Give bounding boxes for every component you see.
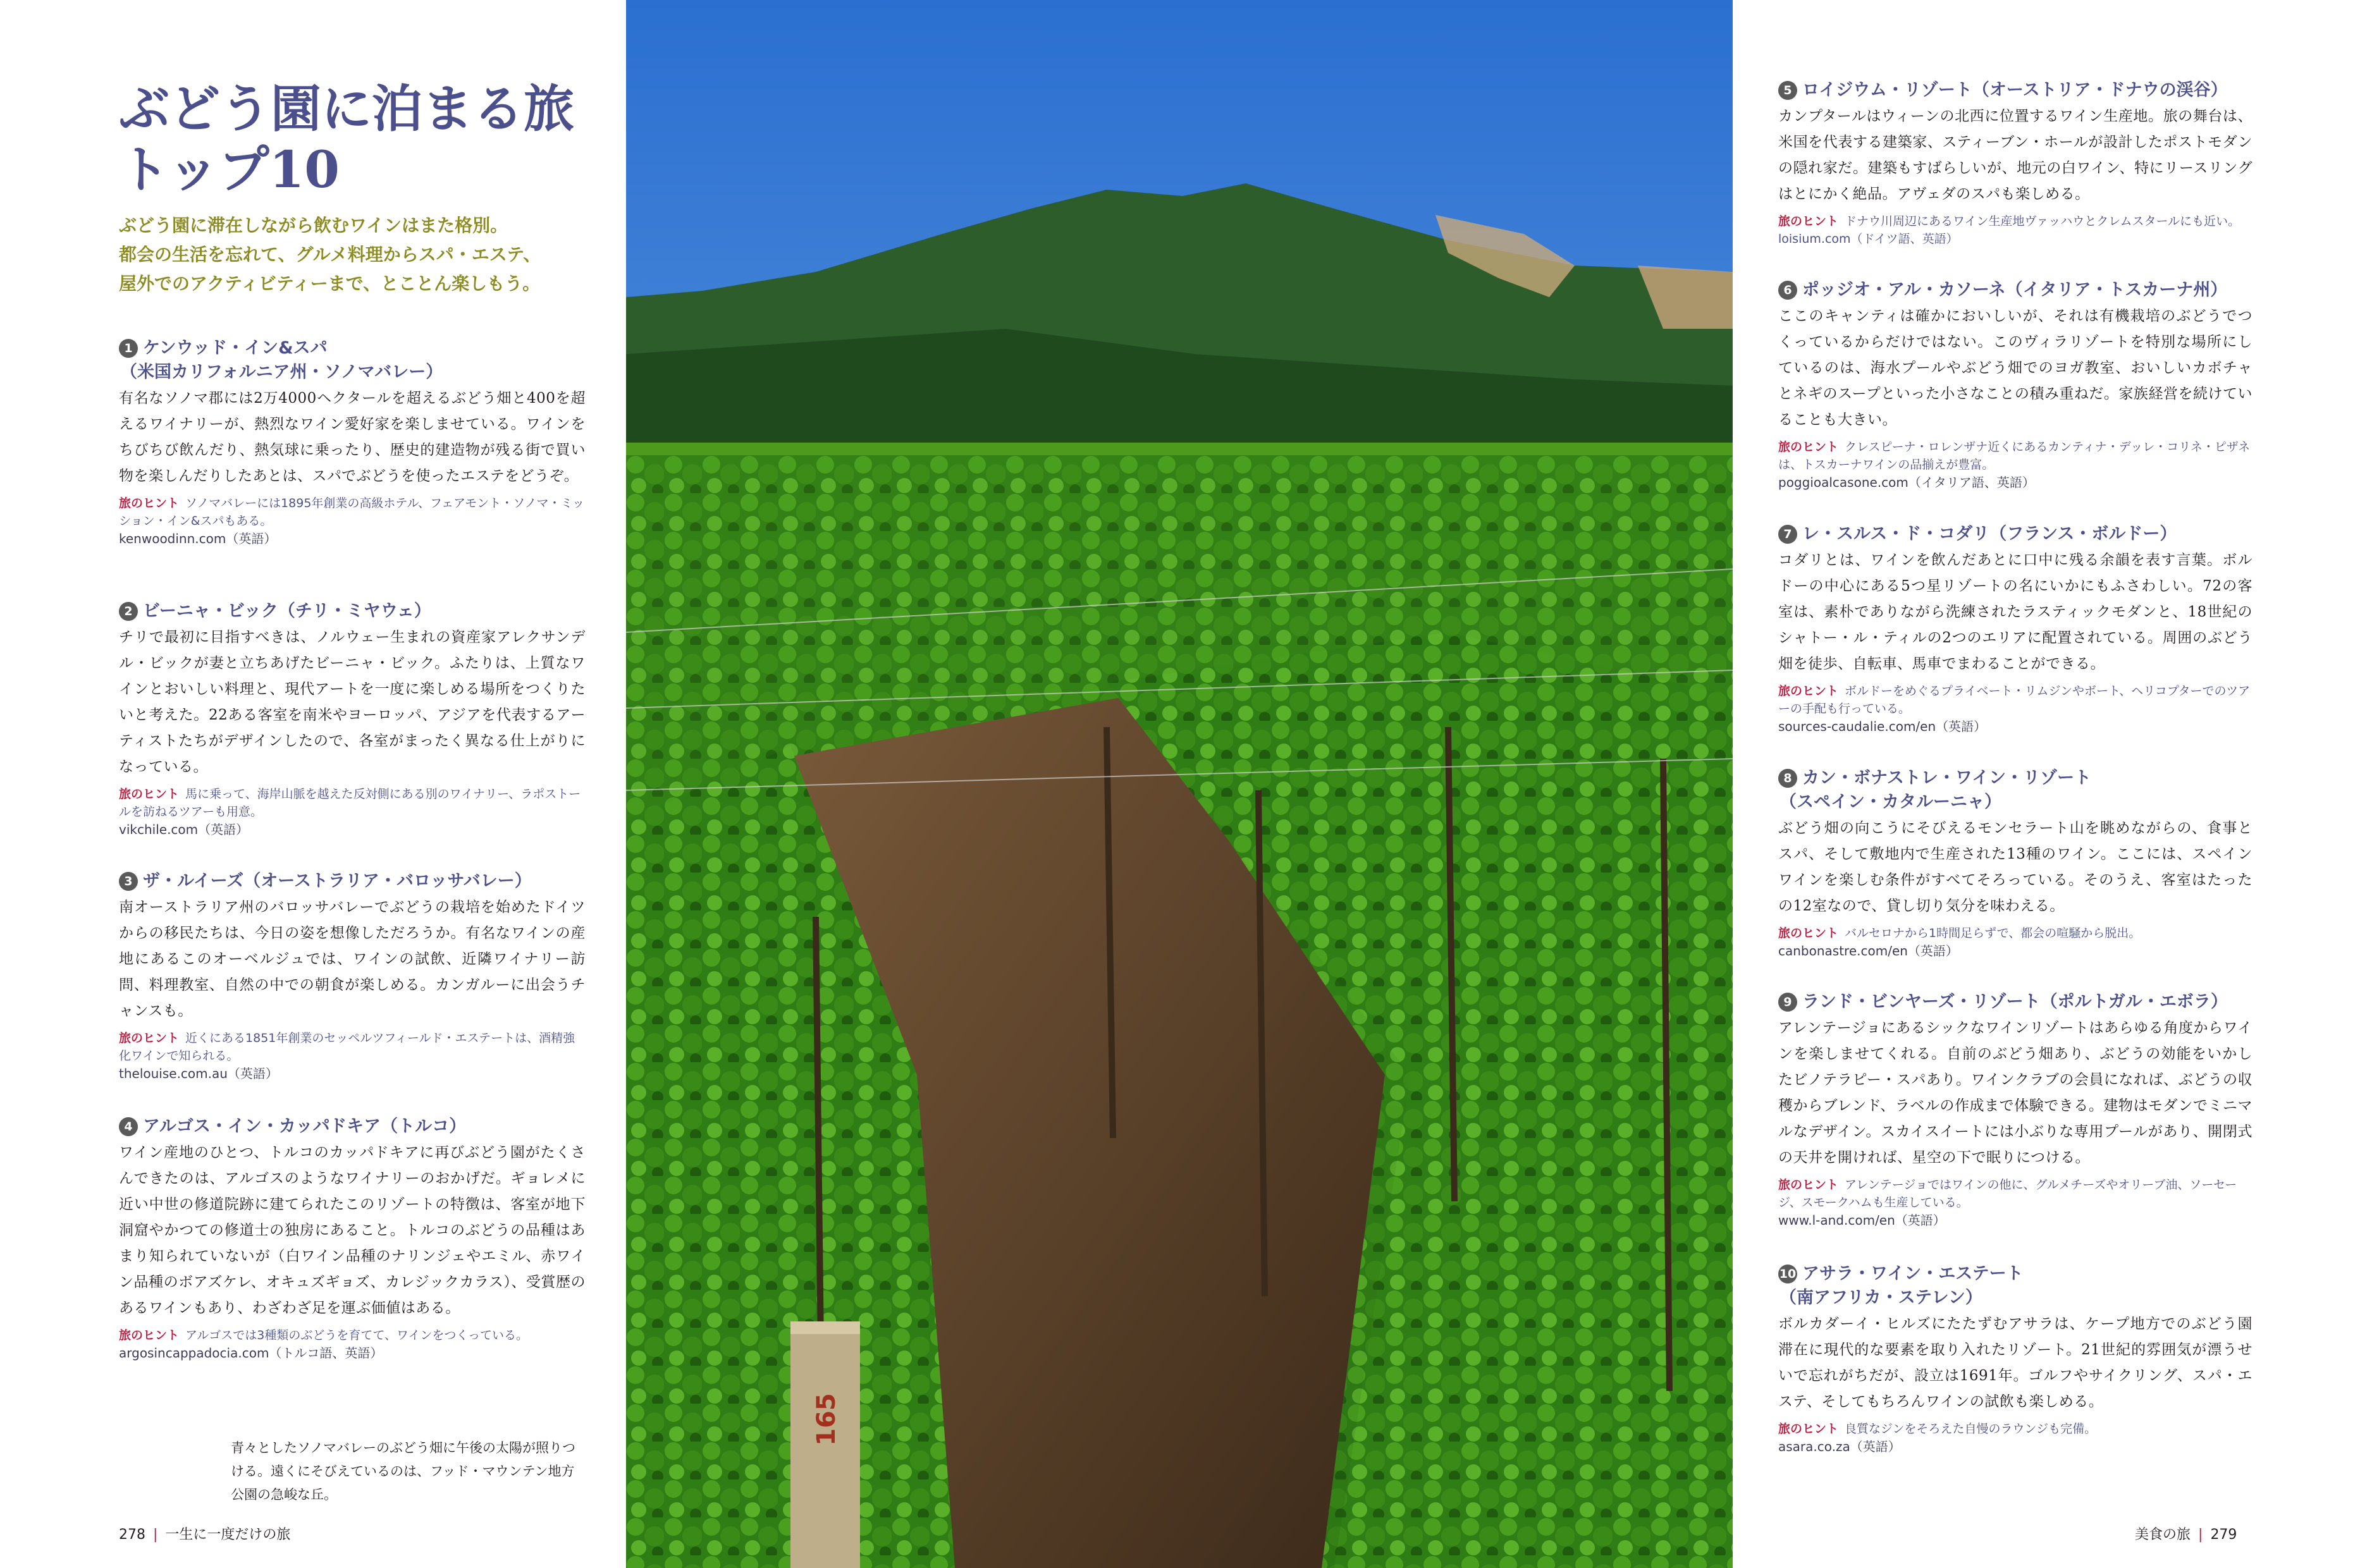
entry-body: ぶどう畑の向こうにそびえるモンセラート山を眺めながらの、食事とスパ、そして敷地内で生産された13種のワイン。ここには、スペインワインを楽しむ条件がすべてそろっている。そのうえ、客室はたったの12室なので、貸し切り気分を味わえる。 xyxy=(1778,820,2252,914)
entry-2 xyxy=(119,599,586,838)
entry-body: ワイン産地のひとつ、トルコのカッパドキアに再びぶどう園がたくさんできたのは、アルゴスのようなワイナリーのおかげだ。ギョレメに近い中世の修道院跡に建てられたこのリゾートの特徴は、客室が地下洞窟やかつての修道士の独房にあること。トルコのぶどうの品種はあまり知られていないが（白ワイン品種のナリンジェやエミル、赤ワイン品種のボアズケレ、オキュズギョズ、カレジックカラス）、受賞歴のあるワインもあり、わざわざ足を運ぶ価値はある。 xyxy=(119,1144,586,1316)
entry-url: www.l-and.com/en（英語） xyxy=(1778,1213,1946,1228)
entry-body: アレンテージョにあるシックなワインリゾートはあらゆる角度からワインを楽しませてくれる。自前のぶどう畑あり、ぶどうの効能をいかしたビノテラピー・スパあり。ワインクラブの会員になれば、ぶどうの収穫からブレンド、ラベルの作成まで体験できる。建物はモダンでミニマルなデザイン。スカイスイートには小ぶりな専用プールがあり、開閉式の天井を開ければ、星空の下で眠りにつける。 xyxy=(1778,1020,2252,1166)
hint-label: 旅のヒント xyxy=(119,787,180,801)
entry-number-badge: 6 xyxy=(1778,281,1797,300)
entry-8 xyxy=(1778,766,2252,960)
hint-text: 良質なジンをそろえた自慢のラウンジも完備。 xyxy=(1845,1422,2097,1436)
entry-url: vikchile.com（英語） xyxy=(119,822,249,837)
title-line-2: トップ10 xyxy=(119,140,340,199)
entry-name: アルゴス・イン・カッパドキア（トルコ） xyxy=(143,1117,467,1136)
entry-heading xyxy=(1778,990,2252,1014)
entry-hint xyxy=(119,785,586,821)
hint-label: 旅のヒント xyxy=(1778,214,1839,228)
entry-url: canbonastre.com/en（英語） xyxy=(1778,943,1958,959)
entry-location: （米国カリフォルニア州・ソノマバレー） xyxy=(120,362,443,382)
entry-number-badge: 1 xyxy=(119,339,138,358)
entry-7 xyxy=(1778,522,2252,735)
vineyard-illustration xyxy=(626,0,1733,1568)
post-number: 165 xyxy=(812,1393,841,1446)
hint-label: 旅のヒント xyxy=(1778,926,1839,940)
entry-hint xyxy=(1778,682,2252,718)
entry-url: thelouise.com.au（英語） xyxy=(119,1066,278,1081)
lead-line-2: 都会の生活を忘れて、グルメ料理からスパ・エステ、 xyxy=(119,244,541,265)
entry-body: 南オーストラリア州のバロッサバレーでぶどうの栽培を始めたドイツからの移民たちは、今日の姿を想像しただろうか。有名なワインの産地にあるこのオーベルジュでは、ワインの試飲、近隣ワイナリー訪問、料理教室、自然の中での朝食が楽しめる。カンガルーに出会うチャンスも。 xyxy=(119,899,586,1019)
hint-label: 旅のヒント xyxy=(1778,1422,1839,1436)
entry-hint xyxy=(119,1029,586,1065)
entry-name: ロイジウム・リゾート（オーストリア・ドナウの渓谷） xyxy=(1802,80,2228,100)
entry-number-badge: 5 xyxy=(1778,81,1797,100)
hint-text: バルセロナから1時間足らずで、都会の喧騒から脱出。 xyxy=(1845,926,2141,940)
entry-heading xyxy=(119,1115,586,1139)
entry-number-badge: 3 xyxy=(119,872,138,891)
entry-name: ケンウッド・イン&スパ xyxy=(143,338,328,358)
hint-label: 旅のヒント xyxy=(1778,1178,1839,1192)
entry-hint xyxy=(1778,438,2252,474)
entry-name: ポッジオ・アル・カソーネ（イタリア・トスカーナ州） xyxy=(1802,280,2228,300)
hint-label: 旅のヒント xyxy=(1778,440,1839,454)
hint-text: 近くにある1851年創業のセッペルツフィールド・エステートは、酒精強化ワインで知られる。 xyxy=(119,1031,575,1063)
page-number: 278 xyxy=(119,1527,145,1543)
hint-text: クレスピーナ・ロレンザナ近くにあるカンティナ・デッレ・コリネ・ピザネは、トスカーナワインの品揃えが豊富。 xyxy=(1778,440,2251,472)
entry-heading xyxy=(119,336,586,384)
entry-hint xyxy=(119,494,586,530)
entry-heading xyxy=(1778,522,2252,546)
entry-name: ビーニャ・ビック（チリ・ミヤウェ） xyxy=(143,601,431,621)
photo-caption: 青々としたソノマバレーのぶどう畑に午後の太陽が照りつける。遠くにそびえているのは、フッド・マウンテン地方公園の急峻な丘。 xyxy=(231,1440,575,1502)
entry-3 xyxy=(119,869,586,1082)
hint-label: 旅のヒント xyxy=(1778,684,1839,698)
entry-number-badge: 10 xyxy=(1778,1265,1797,1283)
entry-name: ザ・ルイーズ（オーストラリア・バロッサバレー） xyxy=(143,871,532,891)
hint-text: ソノマバレーには1895年創業の高級ホテル、フェアモント・ソノマ・ミッション・イン&スパもある。 xyxy=(119,496,585,528)
entry-body: 有名なソノマ郡には2万4000ヘクタールを超えるぶどう畑と400を超えるワイナリーが、熱烈なワイン愛好家を楽しませている。ワインをちびちび飲んだり、熱気球に乗ったり、歴史的建造物が残る街で買い物を楽しんだりしたあとは、スパでぶどうを使ったエステをどうぞ。 xyxy=(119,390,586,484)
entry-body: ここのキャンティは確かにおいしいが、それは有機栽培のぶどうでつくっているからだけではない。このヴィラリゾートを特別な場所にしているのは、海水プールやぶどう畑でのヨガ教室、おいしいカボチャとネギのスープといった小さなことの積み重ねだ。家族経営を続けていることも大きい。 xyxy=(1778,308,2252,428)
section-name: 一生に一度だけの旅 xyxy=(165,1527,291,1543)
entry-9 xyxy=(1778,990,2252,1229)
entry-body: カンプタールはウィーンの北西に位置するワイン生産地。旅の舞台は、米国を代表する建築家、スティーブン・ホールが設計したポストモダンの隠れ家だ。建築もすばらしいが、地元の白ワイン、特にリースリングはとにかく絶品。アヴェダのスパも楽しめる。 xyxy=(1778,108,2252,202)
page-title xyxy=(119,78,587,200)
entry-number-badge: 7 xyxy=(1778,525,1797,544)
section-name: 美食の旅 xyxy=(2135,1527,2191,1543)
entry-url: poggioalcasone.com（イタリア語、英語） xyxy=(1778,475,2035,490)
entry-body: ボルカダーイ・ヒルズにたたずむアサラは、ケープ地方でのぶどう園滞在に現代的な要素を取り入れたリゾート。21世紀的雰囲気が漂うせいで忘れがちだが、設立は1691年。ゴルフやサイクリング、スパ・エステ、そしてもちろんワインの試飲も楽しめる。 xyxy=(1778,1316,2252,1410)
entry-heading xyxy=(1778,278,2252,302)
entry-hint xyxy=(1778,212,2252,248)
entry-6 xyxy=(1778,278,2252,491)
hint-text: アルゴスでは3種類のぶどうを育てて、ワインをつくっている。 xyxy=(185,1328,529,1342)
folio-right: 美食の旅 | 279 xyxy=(2135,1527,2237,1543)
hint-label: 旅のヒント xyxy=(119,496,180,510)
entry-hint xyxy=(119,1326,586,1344)
folio-left: 278 | 一生に一度だけの旅 xyxy=(119,1527,291,1543)
hint-label: 旅のヒント xyxy=(119,1031,180,1045)
entry-hint xyxy=(1778,1176,2252,1211)
entry-hint xyxy=(1778,924,2252,942)
entry-name: アサラ・ワイン・エステート xyxy=(1802,1264,2024,1283)
entry-heading xyxy=(1778,1262,2252,1310)
entry-url: asara.co.za（英語） xyxy=(1778,1439,1901,1454)
entry-url: kenwoodinn.com（英語） xyxy=(119,531,277,546)
hint-text: アレンテージョではワインの他に、グルメチーズやオリーブ油、ソーセージ、スモークハムも生産している。 xyxy=(1778,1178,2237,1210)
entry-body: チリで最初に目指すべきは、ノルウェー生まれの資産家アレクサンデル・ビックが妻と立ちあげたビーニャ・ビック。ふたりは、上質なワインとおいしい料理と、現代アートを一度に楽しめる場所をつくりたいと考えた。22ある客室を南米やヨーロッパ、アジアを代表するアーティストたちがデザインしたので、各室がまったく異なる仕上がりになっている。 xyxy=(119,629,586,775)
title-line-1: ぶどう園に泊まる旅 xyxy=(119,79,574,138)
entry-location: （南アフリカ・ステレン） xyxy=(1779,1288,1982,1308)
entry-number-badge: 2 xyxy=(119,602,138,621)
entry-1 xyxy=(119,336,586,548)
entry-location: （スペイン・カタルーニャ） xyxy=(1779,792,2001,812)
hint-label: 旅のヒント xyxy=(119,1328,180,1342)
entry-4 xyxy=(119,1115,586,1362)
entry-name: ランド・ビンヤーズ・リゾート（ポルトガル・エボラ） xyxy=(1802,992,2228,1012)
hint-text: ボルドーをめぐるプライベート・リムジンやボート、ヘリコプターでのツアーの手配も行っている。 xyxy=(1778,684,2251,716)
entry-number-badge: 8 xyxy=(1778,769,1797,788)
entry-heading xyxy=(119,869,586,893)
entry-name: カン・ボナストレ・ワイン・リゾート xyxy=(1802,768,2092,788)
lead-line-3: 屋外でのアクティビティーまで、とことん楽しもう。 xyxy=(119,273,541,294)
entry-heading xyxy=(1778,78,2252,102)
entry-number-badge: 4 xyxy=(119,1117,138,1136)
entry-url: argosincappadocia.com（トルコ語、英語） xyxy=(119,1345,383,1361)
entry-5 xyxy=(1778,78,2252,248)
entry-hint xyxy=(1778,1420,2252,1438)
hint-text: ドナウ川周辺にあるワイン生産地ヴァッハウとクレムスタールにも近い。loisium.com（ドイツ語、英語） xyxy=(1778,214,2240,246)
lead-paragraph xyxy=(119,211,587,298)
entry-10 xyxy=(1778,1262,2252,1455)
entry-name: レ・スルス・ド・コダリ（フランス・ボルドー） xyxy=(1802,524,2177,544)
hint-text: 馬に乗って、海岸山脈を越えた反対側にある別のワイナリー、ラポストールを訪ねるツアーも用意。 xyxy=(119,787,581,819)
entry-body: コダリとは、ワインを飲んだあとに口中に残る余韻を表す言葉。ボルドーの中心にある5つ星リゾートの名にいかにもふさわしい。72の客室は、素朴でありながら洗練されたラスティックモダンと、18世紀のシャトー・ル・ティルの2つのエリアに配置されている。周囲のぶどう畑を徒歩、自転車、馬車でまわることができる。 xyxy=(1778,552,2252,672)
entry-url: sources-caudalie.com/en（英語） xyxy=(1778,719,1987,734)
entry-heading xyxy=(1778,766,2252,814)
entry-heading xyxy=(119,599,586,623)
page-number: 279 xyxy=(2210,1527,2237,1543)
lead-line-1: ぶどう園に滞在しながら飲むワインはまた格別。 xyxy=(119,215,508,236)
vineyard-photo xyxy=(626,0,1733,1568)
entry-number-badge: 9 xyxy=(1778,993,1797,1012)
